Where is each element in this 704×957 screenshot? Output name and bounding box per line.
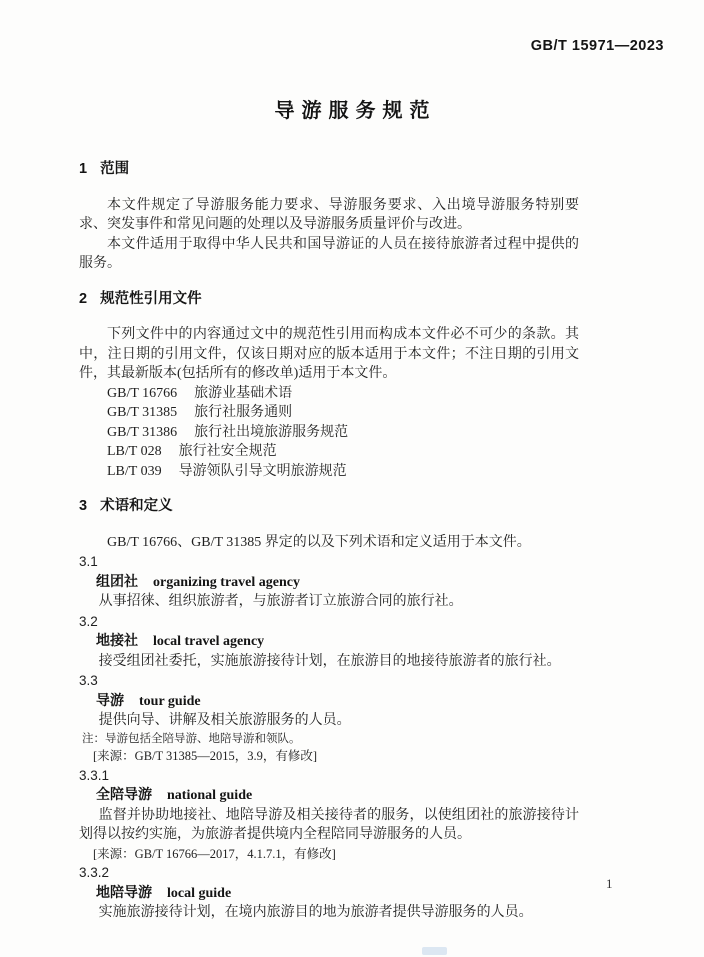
reference-title: 旅行社安全规范: [178, 444, 277, 459]
reference-item: [107, 384, 579, 404]
term-english: organizing travel agency: [153, 574, 300, 590]
term-name: [96, 691, 579, 712]
term-entry: [79, 612, 579, 672]
term-entry: [79, 552, 579, 612]
normative-refs-intro: 下列文件中的内容通过文中的规范性引用而构成本文件必不可少的条款。其中，注日期的引用文件，仅该日期对应的版本适用于本文件；不注日期的引用文件，其最新版本(包括所有的修改单)适用于本文件。: [79, 327, 579, 381]
term-chinese: 组团社: [96, 572, 138, 589]
reference-item: [107, 462, 579, 482]
term-number: 3.1: [79, 554, 98, 569]
section-heading-scope: [79, 160, 579, 180]
term-name: [96, 785, 579, 806]
reference-title: 旅行社出境旅游服务规范: [194, 424, 349, 440]
terms-intro: GB/T 16766、GB/T 31385 界定的以及下列术语和定义适用于本文件。: [107, 534, 531, 550]
term-english: national guide: [167, 788, 253, 803]
term-name: [96, 883, 579, 904]
term-name: [96, 572, 579, 593]
section-number: 1: [79, 161, 88, 177]
term-definition: 监督并协助地接社、地陪导游及相关接待者的服务，以使组团社的旅游接待计划得以按约实施，为旅游者提供境内全程陪同导游服务的人员。: [79, 807, 579, 842]
reference-item: [107, 442, 579, 462]
scan-artifact-mark: [422, 947, 447, 955]
reference-title: 旅行社服务通则: [194, 405, 293, 420]
reference-code: GB/T 16766: [107, 385, 178, 401]
term-source: [来源：GB/T 16766—2017，4.1.7.1，有修改]: [93, 846, 336, 861]
term-english: tour guide: [139, 693, 201, 709]
page-number: 1: [606, 876, 613, 891]
term-english: local guide: [167, 885, 232, 901]
term-entry: [79, 671, 579, 766]
section-heading-normative-refs: [79, 290, 579, 310]
term-english: local travel agency: [153, 634, 265, 649]
reference-code: LB/T 039: [107, 463, 162, 479]
term-chinese: 地接社: [96, 632, 138, 648]
term-number: 3.3: [79, 673, 98, 688]
term-definition: 提供向导、讲解及相关旅游服务的人员。: [98, 713, 351, 728]
reference-title: 旅游业基础术语: [194, 385, 293, 401]
term-entry: [79, 766, 579, 864]
scope-paragraph-2: 本文件适用于取得中华人民共和国导游证的人员在接待旅游者过程中提供的服务。: [79, 236, 579, 271]
section-title: 规范性引用文件: [100, 290, 202, 307]
reference-item: [107, 423, 579, 443]
reference-title: 导游领队引导文明旅游规范: [178, 463, 347, 479]
term-definition: 从事招徕、组织旅游者，与旅游者订立旅游合同的旅行社。: [98, 594, 463, 609]
term-chinese: 导游: [96, 691, 124, 708]
reference-code: GB/T 31386: [107, 424, 178, 440]
term-chinese: 地陪导游: [96, 883, 152, 900]
reference-item: [107, 403, 579, 423]
page-title: 导游服务规范: [274, 100, 437, 122]
term-number: 3.3.1: [79, 767, 110, 783]
term-name: [96, 631, 579, 652]
document-body: [79, 144, 579, 923]
term-definition: 接受组团社委托，实施旅游接待计划，在旅游目的地接待旅游者的旅行社。: [98, 653, 561, 669]
section-number: 2: [79, 290, 88, 307]
term-definition: 实施旅游接待计划，在境内旅游目的地为旅游者提供导游服务的人员。: [98, 905, 533, 920]
term-source: [来源：GB/T 31385—2015，3.9，有修改]: [93, 749, 318, 763]
scope-paragraph-1: 本文件规定了导游服务能力要求、导游服务要求、入出境导游服务特别要求、突发事件和常见问题的处理以及导游服务质量评价与改进。: [79, 197, 579, 232]
reference-code: GB/T 31385: [107, 405, 178, 420]
section-title: 术语和定义: [100, 498, 173, 514]
term-chinese: 全陪导游: [96, 786, 152, 802]
section-heading-terms: [79, 497, 579, 517]
term-entry: [79, 863, 579, 923]
section-title: 范围: [100, 161, 130, 177]
standard-code: GB/T 15971—2023: [530, 38, 664, 54]
term-note: 注：导游包括全陪导游、地陪导游和领队。: [82, 732, 301, 745]
section-number: 3: [79, 498, 88, 514]
term-number: 3.3.2: [79, 865, 110, 880]
reference-code: LB/T 028: [107, 444, 162, 459]
term-number: 3.2: [79, 613, 98, 629]
